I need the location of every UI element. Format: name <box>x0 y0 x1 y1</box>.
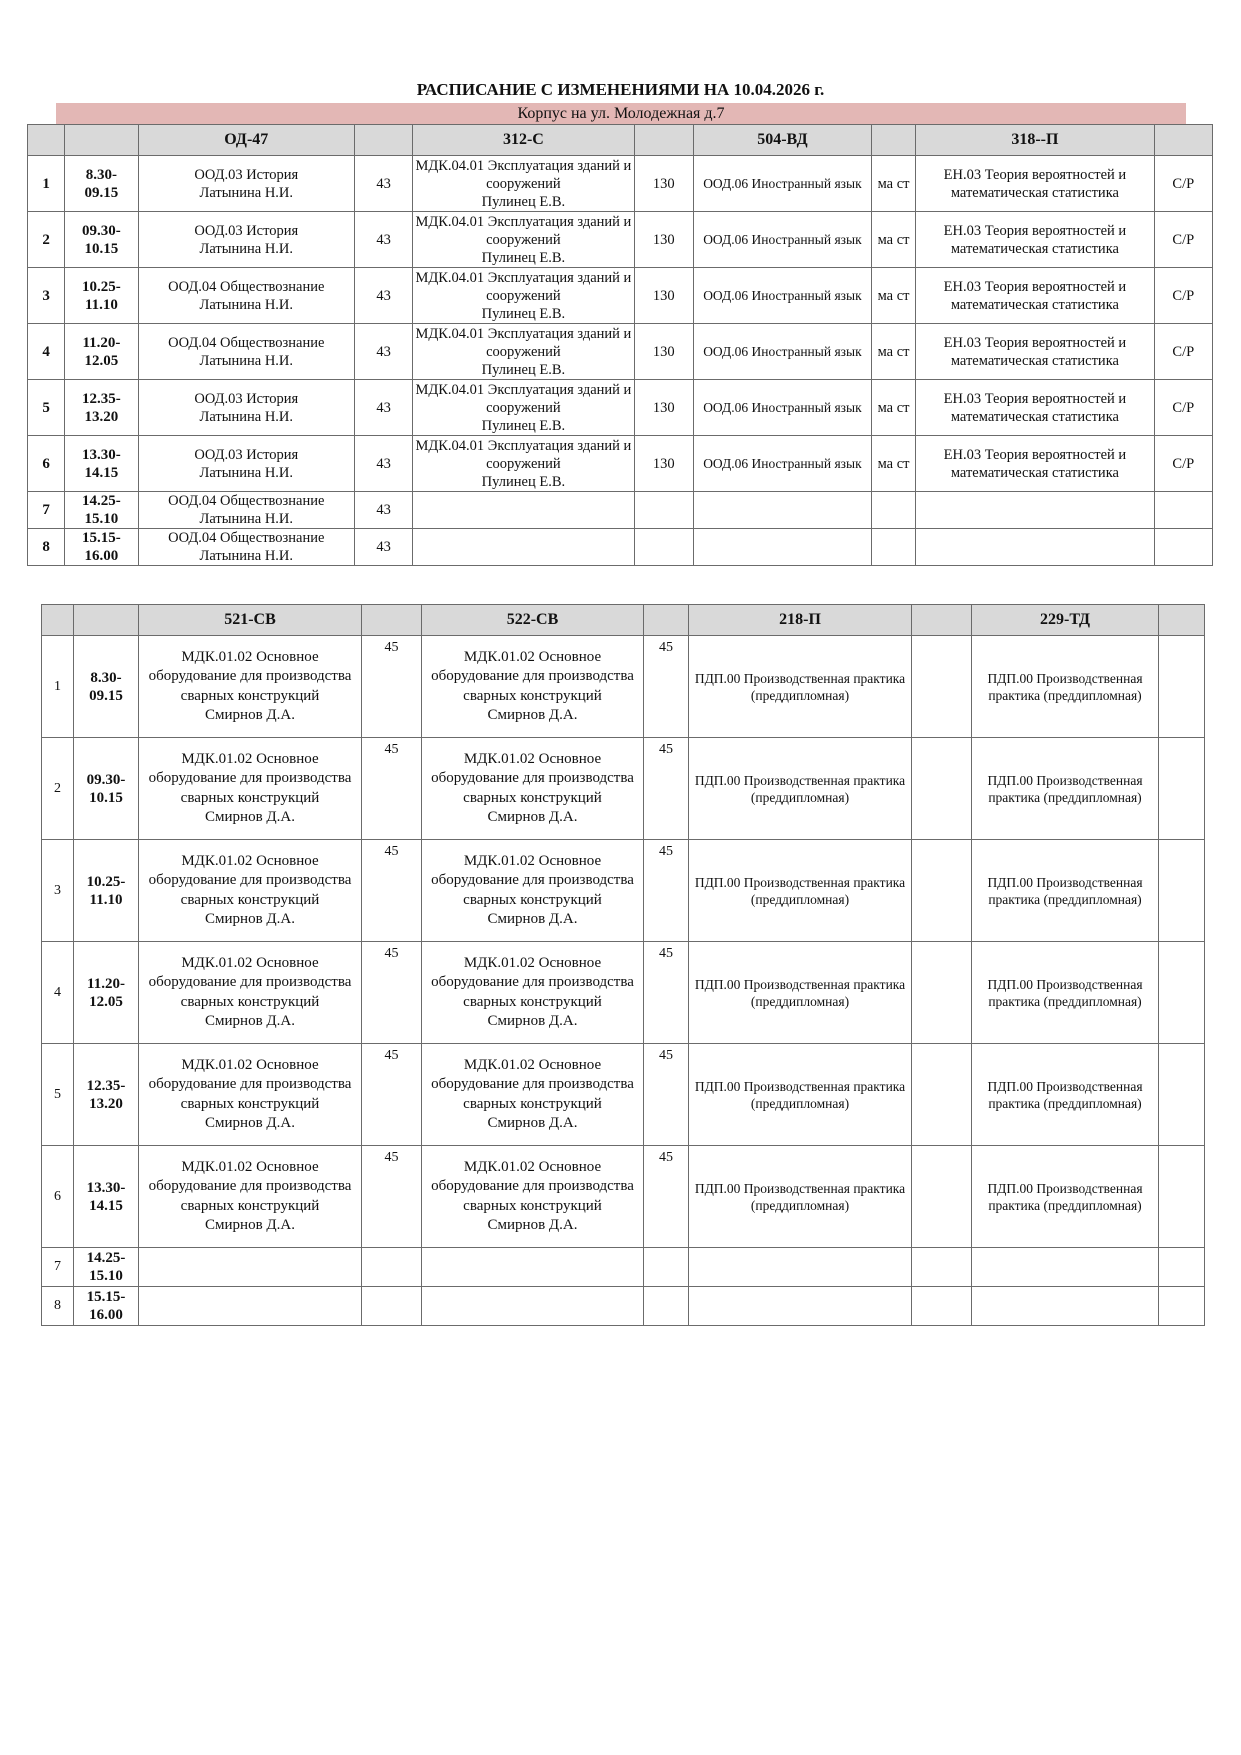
time-cell: 13.30- 14.15 <box>74 1146 139 1248</box>
room-cell: 45 <box>644 636 689 738</box>
room-cell <box>912 636 972 738</box>
table-row <box>42 738 1205 840</box>
lesson-cell: МДК.01.02 Основное оборудование для производства сварных конструкций Смирнов Д.А. <box>139 942 362 1044</box>
lesson-cell: ООД.06 Иностранный язык <box>693 268 871 324</box>
room-cell: С/Р <box>1154 212 1212 268</box>
table-row <box>28 436 1213 492</box>
table-row <box>28 324 1213 380</box>
lesson-cell: ЕН.03 Теория вероятностей и математическая статистика <box>916 324 1154 380</box>
lesson-cell <box>972 1287 1159 1326</box>
lesson-cell <box>916 492 1154 529</box>
room-cell <box>1159 1044 1205 1146</box>
room-cell: 43 <box>354 436 412 492</box>
lesson-cell: ООД.04 Обществознание Латынина Н.И. <box>138 324 354 380</box>
lesson-cell: ООД.06 Иностранный язык <box>693 156 871 212</box>
lesson-cell: ООД.06 Иностранный язык <box>693 436 871 492</box>
room-cell: С/Р <box>1154 324 1212 380</box>
room-cell <box>1159 1287 1205 1326</box>
lesson-cell: ПДП.00 Производственная практика (преддипломная) <box>972 942 1159 1044</box>
lesson-cell: ООД.06 Иностранный язык <box>693 380 871 436</box>
lesson-cell: ЕН.03 Теория вероятностей и математическая статистика <box>916 436 1154 492</box>
room-cell: 43 <box>354 380 412 436</box>
room-cell <box>912 1248 972 1287</box>
lesson-cell: ПДП.00 Производственная практика (преддипломная) <box>972 1044 1159 1146</box>
lesson-cell: МДК.04.01 Эксплуатация зданий и сооружений Пулинец Е.В. <box>413 156 634 212</box>
header-room <box>1159 605 1205 636</box>
lesson-cell <box>972 1248 1159 1287</box>
room-cell <box>1159 840 1205 942</box>
table-row <box>28 156 1213 212</box>
room-cell: 130 <box>634 156 693 212</box>
lesson-cell <box>413 492 634 529</box>
header-group: 504-ВД <box>693 125 871 156</box>
room-cell: 45 <box>644 942 689 1044</box>
room-cell: 45 <box>362 840 422 942</box>
lesson-cell <box>422 1248 644 1287</box>
pair-number-cell: 2 <box>42 738 74 840</box>
room-cell <box>634 529 693 566</box>
room-cell <box>362 1248 422 1287</box>
header-room <box>644 605 689 636</box>
lesson-cell: МДК.01.02 Основное оборудование для производства сварных конструкций Смирнов Д.А. <box>139 1146 362 1248</box>
header-group: ОД-47 <box>138 125 354 156</box>
time-cell: 15.15- 16.00 <box>74 1287 139 1326</box>
room-cell: 43 <box>354 529 412 566</box>
lesson-cell <box>139 1248 362 1287</box>
table-row <box>42 636 1205 738</box>
pair-number-cell: 3 <box>28 268 65 324</box>
time-cell: 14.25- 15.10 <box>74 1248 139 1287</box>
lesson-cell <box>139 1287 362 1326</box>
pair-number-cell: 3 <box>42 840 74 942</box>
table-row <box>28 268 1213 324</box>
time-cell: 10.25- 11.10 <box>74 840 139 942</box>
room-cell: 45 <box>644 738 689 840</box>
lesson-cell: ПДП.00 Производственная практика (преддипломная) <box>689 1146 912 1248</box>
room-cell: С/Р <box>1154 268 1212 324</box>
room-cell <box>912 1287 972 1326</box>
lesson-cell: ПДП.00 Производственная практика (преддипломная) <box>689 738 912 840</box>
room-cell: 45 <box>362 1146 422 1248</box>
building-banner: Корпус на ул. Молодежная д.7 <box>56 103 1186 124</box>
lesson-cell <box>693 492 871 529</box>
lesson-cell: МДК.01.02 Основное оборудование для производства сварных конструкций Смирнов Д.А. <box>139 1044 362 1146</box>
table-row <box>42 1248 1205 1287</box>
room-cell <box>1159 636 1205 738</box>
room-cell: С/Р <box>1154 436 1212 492</box>
time-cell: 14.25- 15.10 <box>65 492 138 529</box>
table-row <box>42 840 1205 942</box>
lesson-cell: ПДП.00 Производственная практика (преддипломная) <box>689 942 912 1044</box>
lesson-cell: ПДП.00 Производственная практика (преддипломная) <box>972 1146 1159 1248</box>
schedule-table-2 <box>41 604 1205 1326</box>
time-cell: 11.20- 12.05 <box>65 324 138 380</box>
lesson-cell: ООД.03 История Латынина Н.И. <box>138 436 354 492</box>
time-cell: 12.35- 13.20 <box>65 380 138 436</box>
room-cell: 130 <box>634 436 693 492</box>
room-cell: 130 <box>634 212 693 268</box>
lesson-cell: МДК.04.01 Эксплуатация зданий и сооружений Пулинец Е.В. <box>413 380 634 436</box>
room-cell <box>634 492 693 529</box>
room-cell: ма ст <box>871 436 915 492</box>
pair-number-cell: 6 <box>28 436 65 492</box>
document-title: РАСПИСАНИЕ С ИЗМЕНЕНИЯМИ НА 10.04.2026 г. <box>416 80 825 99</box>
lesson-cell: ЕН.03 Теория вероятностей и математическая статистика <box>916 212 1154 268</box>
room-cell <box>644 1287 689 1326</box>
lesson-cell: МДК.01.02 Основное оборудование для производства сварных конструкций Смирнов Д.А. <box>422 942 644 1044</box>
header-time <box>74 605 139 636</box>
room-cell: 45 <box>362 1044 422 1146</box>
room-cell: 130 <box>634 380 693 436</box>
room-cell: 45 <box>644 840 689 942</box>
time-cell: 11.20- 12.05 <box>74 942 139 1044</box>
room-cell <box>1159 1146 1205 1248</box>
table-row <box>28 380 1213 436</box>
lesson-cell: ПДП.00 Производственная практика (преддипломная) <box>689 636 912 738</box>
table-row <box>42 942 1205 1044</box>
time-cell: 15.15- 16.00 <box>65 529 138 566</box>
time-cell: 8.30- 09.15 <box>65 156 138 212</box>
room-cell: 45 <box>644 1044 689 1146</box>
header-group: 218-П <box>689 605 912 636</box>
lesson-cell: МДК.01.02 Основное оборудование для производства сварных конструкций Смирнов Д.А. <box>422 840 644 942</box>
room-cell <box>912 840 972 942</box>
time-cell: 09.30- 10.15 <box>74 738 139 840</box>
lesson-cell: МДК.01.02 Основное оборудование для производства сварных конструкций Смирнов Д.А. <box>139 636 362 738</box>
time-cell: 12.35- 13.20 <box>74 1044 139 1146</box>
header-room <box>912 605 972 636</box>
pair-number-cell: 7 <box>42 1248 74 1287</box>
room-cell: 130 <box>634 268 693 324</box>
header-group: 522-СВ <box>422 605 644 636</box>
table-row <box>28 529 1213 566</box>
room-cell: 43 <box>354 156 412 212</box>
lesson-cell <box>422 1287 644 1326</box>
room-cell <box>871 529 915 566</box>
room-cell: 43 <box>354 212 412 268</box>
lesson-cell: ПДП.00 Производственная практика (преддипломная) <box>972 636 1159 738</box>
header-room <box>362 605 422 636</box>
room-cell: 45 <box>362 738 422 840</box>
table-row <box>42 1146 1205 1248</box>
room-cell <box>912 1044 972 1146</box>
room-cell <box>912 1146 972 1248</box>
lesson-cell <box>413 529 634 566</box>
room-cell: ма ст <box>871 324 915 380</box>
lesson-cell: ПДП.00 Производственная практика (преддипломная) <box>689 840 912 942</box>
header-room <box>871 125 915 156</box>
room-cell <box>1159 738 1205 840</box>
lesson-cell <box>689 1287 912 1326</box>
table-header-row <box>42 605 1205 636</box>
header-room <box>634 125 693 156</box>
pair-number-cell: 5 <box>28 380 65 436</box>
pair-number-cell: 5 <box>42 1044 74 1146</box>
room-cell: С/Р <box>1154 380 1212 436</box>
room-cell: ма ст <box>871 156 915 212</box>
lesson-cell: ПДП.00 Производственная практика (преддипломная) <box>972 738 1159 840</box>
lesson-cell: МДК.04.01 Эксплуатация зданий и сооружений Пулинец Е.В. <box>413 324 634 380</box>
pair-number-cell: 1 <box>42 636 74 738</box>
lesson-cell: МДК.01.02 Основное оборудование для производства сварных конструкций Смирнов Д.А. <box>422 738 644 840</box>
pair-number-cell: 8 <box>28 529 65 566</box>
pair-number-cell: 7 <box>28 492 65 529</box>
header-group: 318--П <box>916 125 1154 156</box>
lesson-cell: ООД.04 Обществознание Латынина Н.И. <box>138 492 354 529</box>
time-cell: 8.30- 09.15 <box>74 636 139 738</box>
lesson-cell: ПДП.00 Производственная практика (преддипломная) <box>972 840 1159 942</box>
lesson-cell: ЕН.03 Теория вероятностей и математическая статистика <box>916 156 1154 212</box>
table-header-row <box>28 125 1213 156</box>
time-cell: 10.25- 11.10 <box>65 268 138 324</box>
room-cell: 130 <box>634 324 693 380</box>
lesson-cell <box>916 529 1154 566</box>
lesson-cell: ООД.06 Иностранный язык <box>693 324 871 380</box>
lesson-cell: МДК.01.02 Основное оборудование для производства сварных конструкций Смирнов Д.А. <box>139 840 362 942</box>
pair-number-cell: 4 <box>42 942 74 1044</box>
header-room <box>1154 125 1212 156</box>
lesson-cell <box>693 529 871 566</box>
room-cell: 45 <box>362 942 422 1044</box>
lesson-cell: МДК.04.01 Эксплуатация зданий и сооружений Пулинец Е.В. <box>413 268 634 324</box>
lesson-cell: ООД.03 История Латынина Н.И. <box>138 156 354 212</box>
time-cell: 09.30- 10.15 <box>65 212 138 268</box>
room-cell: 43 <box>354 324 412 380</box>
table-row <box>28 492 1213 529</box>
room-cell <box>644 1248 689 1287</box>
table-row <box>42 1287 1205 1326</box>
room-cell: ма ст <box>871 268 915 324</box>
header-group: 312-С <box>413 125 634 156</box>
lesson-cell: ООД.04 Обществознание Латынина Н.И. <box>138 529 354 566</box>
pair-number-cell: 2 <box>28 212 65 268</box>
lesson-cell: ЕН.03 Теория вероятностей и математическая статистика <box>916 380 1154 436</box>
lesson-cell: МДК.01.02 Основное оборудование для производства сварных конструкций Смирнов Д.А. <box>422 1044 644 1146</box>
room-cell: ма ст <box>871 380 915 436</box>
header-pair-number <box>28 125 65 156</box>
room-cell <box>1154 492 1212 529</box>
room-cell <box>871 492 915 529</box>
pair-number-cell: 1 <box>28 156 65 212</box>
lesson-cell: МДК.01.02 Основное оборудование для производства сварных конструкций Смирнов Д.А. <box>139 738 362 840</box>
lesson-cell: МДК.04.01 Эксплуатация зданий и сооружений Пулинец Е.В. <box>413 212 634 268</box>
room-cell: 45 <box>644 1146 689 1248</box>
table-row <box>42 1044 1205 1146</box>
room-cell <box>1154 529 1212 566</box>
lesson-cell: МДК.04.01 Эксплуатация зданий и сооружений Пулинец Е.В. <box>413 436 634 492</box>
lesson-cell: МДК.01.02 Основное оборудование для производства сварных конструкций Смирнов Д.А. <box>422 1146 644 1248</box>
lesson-cell: ООД.04 Обществознание Латынина Н.И. <box>138 268 354 324</box>
room-cell <box>912 942 972 1044</box>
pair-number-cell: 6 <box>42 1146 74 1248</box>
lesson-cell: МДК.01.02 Основное оборудование для производства сварных конструкций Смирнов Д.А. <box>422 636 644 738</box>
pair-number-cell: 4 <box>28 324 65 380</box>
room-cell <box>912 738 972 840</box>
schedule-table-1 <box>27 124 1213 566</box>
lesson-cell: ООД.03 История Латынина Н.И. <box>138 212 354 268</box>
room-cell <box>1159 942 1205 1044</box>
room-cell: С/Р <box>1154 156 1212 212</box>
lesson-cell: ПДП.00 Производственная практика (преддипломная) <box>689 1044 912 1146</box>
table-row <box>28 212 1213 268</box>
room-cell: ма ст <box>871 212 915 268</box>
time-cell: 13.30- 14.15 <box>65 436 138 492</box>
header-group: 229-ТД <box>972 605 1159 636</box>
lesson-cell: ООД.06 Иностранный язык <box>693 212 871 268</box>
room-cell: 43 <box>354 268 412 324</box>
header-room <box>354 125 412 156</box>
pair-number-cell: 8 <box>42 1287 74 1326</box>
room-cell <box>362 1287 422 1326</box>
lesson-cell: ООД.03 История Латынина Н.И. <box>138 380 354 436</box>
header-pair-number <box>42 605 74 636</box>
header-group: 521-СВ <box>139 605 362 636</box>
room-cell: 43 <box>354 492 412 529</box>
lesson-cell <box>689 1248 912 1287</box>
lesson-cell: ЕН.03 Теория вероятностей и математическая статистика <box>916 268 1154 324</box>
room-cell <box>1159 1248 1205 1287</box>
room-cell: 45 <box>362 636 422 738</box>
header-time <box>65 125 138 156</box>
